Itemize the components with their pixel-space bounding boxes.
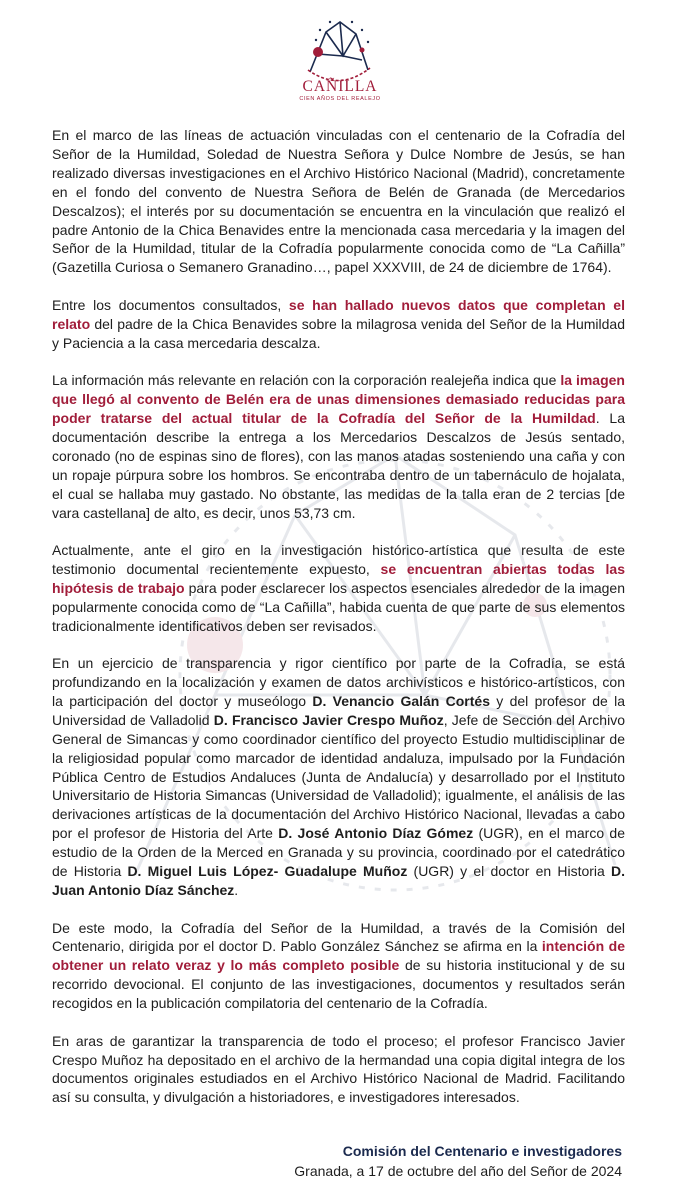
paragraph-4: [52, 541, 625, 636]
paragraph-text: De este modo, la Cofradía del Señor de la Humildad, a través de la Comisión del Centenario, dirigida por el doctor D. Pablo González Sánchez se afirma en la: [52, 919, 625, 955]
person-name: D. Francisco Javier Crespo Muñoz: [213, 711, 444, 728]
paragraph-1: [52, 126, 625, 277]
person-name: D. Miguel Luis López- Guadalupe Muñoz: [127, 863, 408, 880]
logo-wordmark: CAÑILLA: [302, 78, 378, 95]
paragraph-7: [52, 1032, 625, 1108]
person-name: D. Juan Antonio Díaz Sánchez: [52, 863, 626, 898]
paragraph-text: En el marco de las líneas de actuación vinculadas con el centenario de la Cofradía del Señor de la Humildad, Soledad de Nuestra Señora y Dulce Nombre de Jesús, se han realizado diversas investigaciones en el Archivo Histórico Nacional (Madrid), concretamente en el fondo del convento de Nuestra Señora de Belén de Granada (de Mercedarios Descalzos); el interés por su documentación se encuentra en la vinculación que realizó el padre Antonio de la Chica Benavides entre la mencionada casa mercedaria y la imagen del Señor de la Humildad, titular de la Cofradía popularmente conocida como de “La Cañilla” (Gazetilla Curiosa o Semanero Granadino…, papel XXXVIII, de 24 de diciembre de 1764).: [52, 127, 625, 276]
highlighted-text: se encuentran abiertas todas las hipótesis de trabajo: [52, 560, 626, 596]
paragraph-text: .: [234, 882, 239, 898]
paragraph-text: En aras de garantizar la transparencia de todo el proceso; el profesor Francisco Javier Crespo Muñoz ha depositado en el archivo de la hermandad una copia digital integra de los documentos originales estudiados en el Archivo Histórico Nacional de Madrid. Facilitando así su consulta, y divulgación a historiadores, e investigadores interesados.: [52, 1032, 625, 1106]
paragraph-text: La información más relevante en relación con la corporación realejeña indica que: [52, 372, 561, 389]
paragraph-6: [52, 919, 625, 1014]
paragraph-text: del padre de la Chica Benavides sobre la milagrosa venida del Señor de la Humildad y Paciencia a la casa mercedaria descalza.: [52, 315, 625, 351]
signature-title: Comisión del Centenario e investigadores: [342, 1143, 622, 1159]
highlighted-text: se han hallado nuevos datos que completan el relato: [52, 296, 625, 332]
paragraph-text: . La documentación describe la entrega a los Mercedarios Descalzos de Jesús sentado, coronado (no de espinas sino de flores), con las manos atadas sosteniendo una caña y con un ropaje púrpura sobre los hombros. Se encontraba dentro de un tabernáculo de hojalata, el cual se hallaba muy gastado. No obstante, las medidas de la talla eran de 2 tercias [de vara castellana] de alto, es decir, unos 53,73 cm.: [52, 409, 625, 521]
paragraph-text: de su historia institucional y de su recorrido devocional. El conjunto de las investigaciones, documentos y resultados serán recogidos en la publicación compilatoria del centenario de la Cofradía.: [52, 957, 625, 1012]
person-name: D. Venancio Galán Cortés: [312, 692, 490, 709]
paragraph-text: para poder esclarecer los aspectos esenciales alrededor de la imagen popularmente conocida como de “La Cañilla”, habida cuenta de que parte de sus elementos tradicionalmente identificativos deben ser revisados.: [52, 579, 626, 634]
signature-block: [294, 1141, 622, 1181]
paragraph-text: Actualmente, ante el giro en la investigación histórico-artística que resulta de este testimonio documental recientemente expuesto,: [52, 542, 625, 577]
person-name: D. José Antonio Díaz Gómez: [278, 825, 474, 842]
paragraph-text: Entre los documentos consultados,: [52, 296, 289, 313]
paragraph-text: (UGR) y el doctor en Historia: [407, 863, 612, 880]
highlighted-text: intención de obtener un relato veraz y lo más completo posible: [52, 938, 625, 974]
statement-body: [52, 126, 625, 1126]
paragraph-text: , Jefe de Sección del Archivo General de Simancas y como coordinador científico del proyecto Estudio multidisciplinar de la religiosidad popular como marcador de identidad andaluza, impulsado por la Fundación Pública Centro de Estudios Andaluces (Junta de Andalucía) y desarrollado por el Instituto Universitario de Historia Simancas (Universidad de Valladolid); igualmente, el análisis de las derivaciones artísticas de la documentación del Archivo Histórico Nacional, llevadas a cabo por el profesor de Historia del Arte: [52, 711, 625, 842]
logo-tagline: CIEN AÑOS DEL REALEJO: [299, 96, 381, 102]
paragraph-2: [52, 296, 625, 353]
paragraph-text: En un ejercicio de transparencia y rigor científico por parte de la Cofradía, se está profundizando en la localización y examen de datos archivísticos e histórico-artísticos, con la participación del doctor y museólogo: [52, 655, 625, 709]
paragraph-text: (UGR), en el marco de estudio de la Orden de la Merced en Granada y su provincia, coordinado por el catedrático de Historia: [52, 825, 625, 880]
paragraph-3: [52, 371, 625, 522]
highlighted-text: la imagen que llegó al convento de Belén era de unas dimensiones demasiado reducidas para poder tratarse del actual titular de la Cofradía del Señor de la Humildad: [52, 372, 625, 426]
paragraph-5: [52, 654, 625, 900]
signature-place-date: Granada, a 17 de octubre del año del Señor de 2024: [294, 1163, 622, 1179]
paragraph-text: y del profesor de la Universidad de Valladolid: [52, 692, 626, 728]
